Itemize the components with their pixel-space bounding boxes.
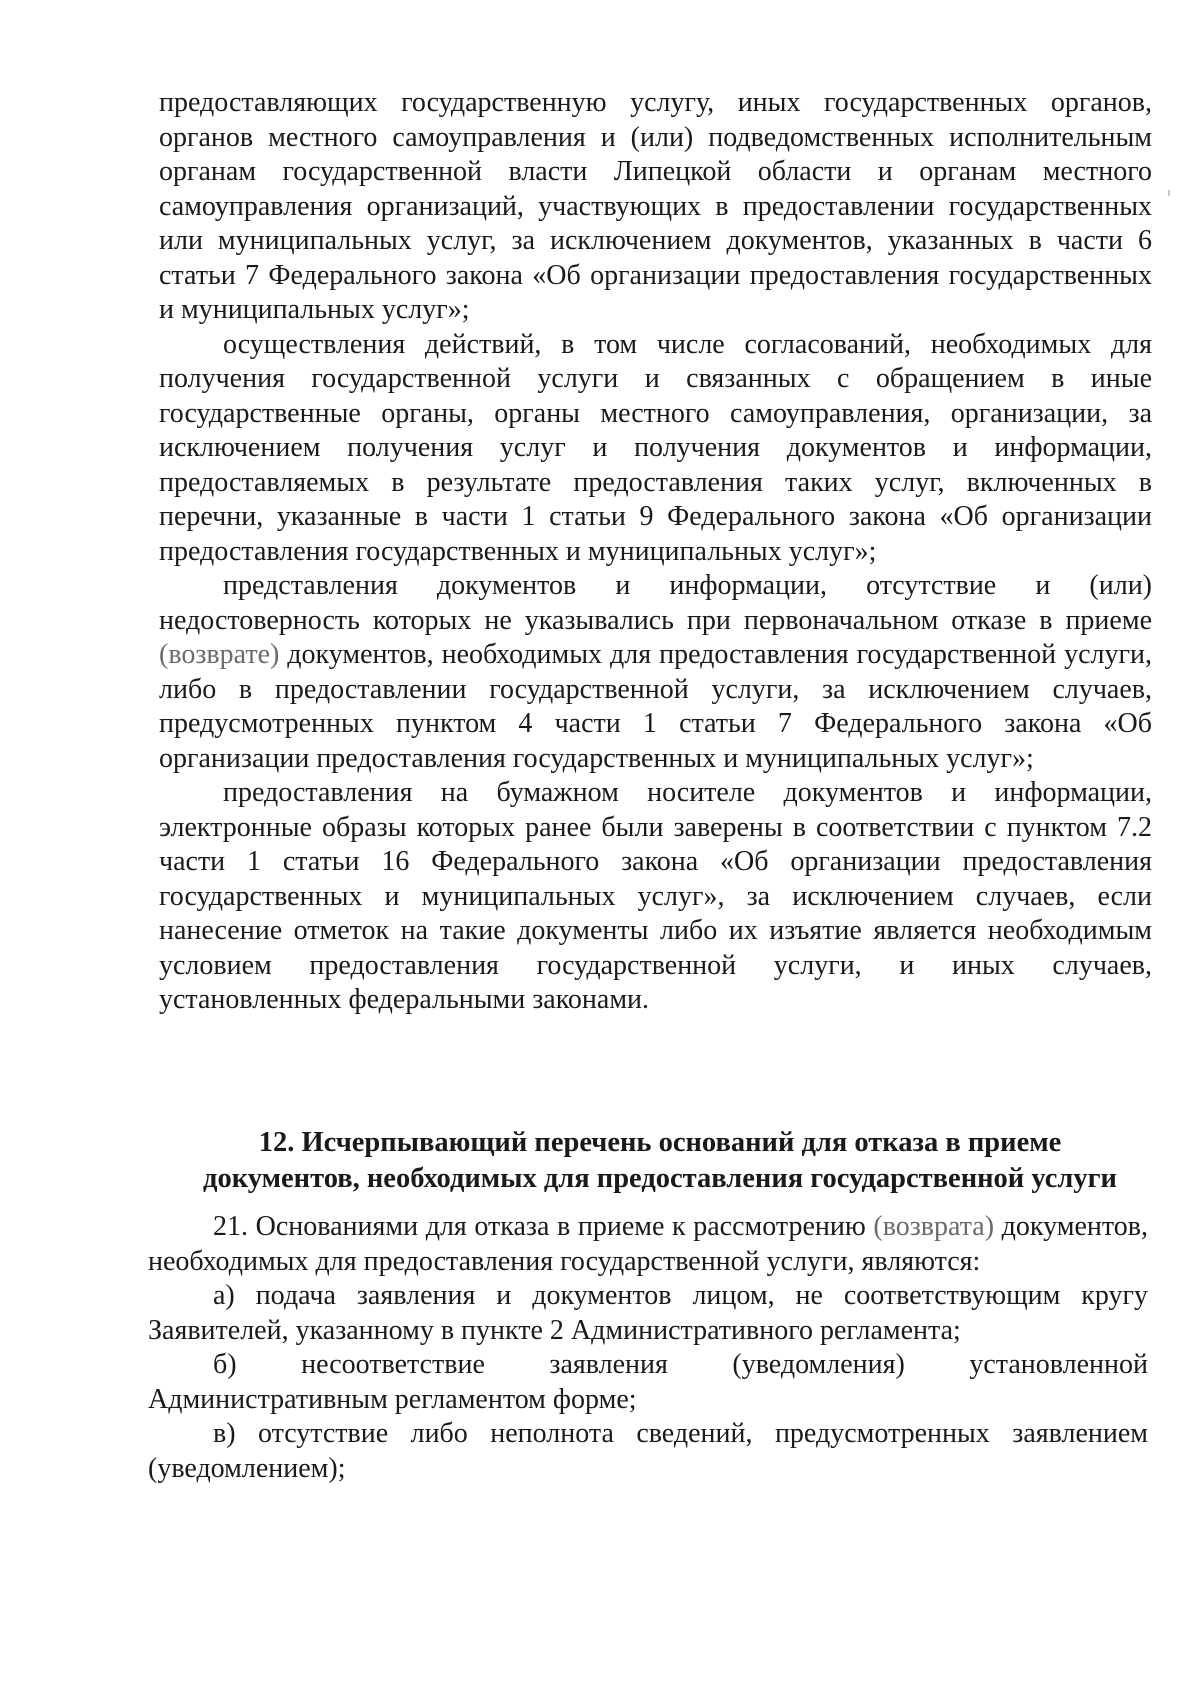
paragraph-text-grey: (возврата) [873,1211,995,1242]
paragraph-text-grey: (возврате) [159,639,280,670]
paragraph-documents-info [159,569,1152,776]
document-body-bottom [148,1210,1148,1486]
paragraph-text-before: 21. Основаниями для отказа в приеме к рассмотрению [213,1211,874,1242]
paragraph-actions: осуществления действий, в том числе согласований, необходимых для получения государственной услуги и связанных с обращением в иные государственные органы, органы местного самоуправления, организации, за исключением получения услуг и получения документов и информации, предоставляемых в результате предоставления таких услуг, включенных в перечни, указанные в части 1 статьи 9 Федерального закона «Об организации предоставления государственных и муниципальных услуг»; [159,328,1152,567]
section-heading [180,1125,1140,1197]
scan-artifact [1168,190,1170,196]
section-heading-line2: документов, необходимых для предоставления государственной услуги [203,1163,1117,1194]
paragraph-paper-documents: предоставления на бумажном носителе документов и информации, электронные образы которых ранее были заверены в соответствии с пунктом 7.2 части 1 статьи 16 Федерального закона «Об организации предоставления государственных и муниципальных услуг», за исключением случаев, если нанесение отметок на такие документы либо их изъятие является необходимым условием предоставления государственной услуги, и иных случаев, установленных федеральными законами. [159,777,1152,1015]
paragraph-grounds [148,1210,1148,1279]
paragraph-text-before: представления документов и информации, отсутствие и (или) недостоверность которых не указывались при первоначальном отказе в приеме [159,570,1152,636]
paragraph-text-after: документов, необходимых для предоставления государственной услуги, являются: [148,1211,1148,1277]
list-item-v: в) отсутствие либо неполнота сведений, предусмотренных заявлением (уведомлением); [148,1418,1148,1484]
section-heading-line1: 12. Исчерпывающий перечень оснований для отказа в приеме [258,1127,1062,1158]
paragraph-text-after: документов, необходимых для предоставления государственной услуги, либо в предоставлении государственной услуги, за исключением случаев, предусмотренных пунктом 4 части 1 статьи 7 Федерального закона «Об организации предоставления государственных и муниципальных услуг»; [159,639,1152,774]
list-item-a: а) подача заявления и документов лицом, не соответствующим кругу Заявителей, указанному в пункте 2 Административного регламента; [148,1280,1148,1346]
document-body-top [159,86,1152,1018]
list-item-b: б) несоответствие заявления (уведомления) установленной Административным регламентом форме; [148,1349,1148,1415]
paragraph-continuation: предоставляющих государственную услугу, иных государственных органов, органов местного самоуправления и (или) подведомственных исполнительным органам государственной власти Липецкой области и органам местного самоуправления организаций, участвующих в предоставлении государственных или муниципальных услуг, за исключением документов, указанных в части 6 статьи 7 Федерального закона «Об организации предоставления государственных и муниципальных услуг»; [159,87,1152,325]
